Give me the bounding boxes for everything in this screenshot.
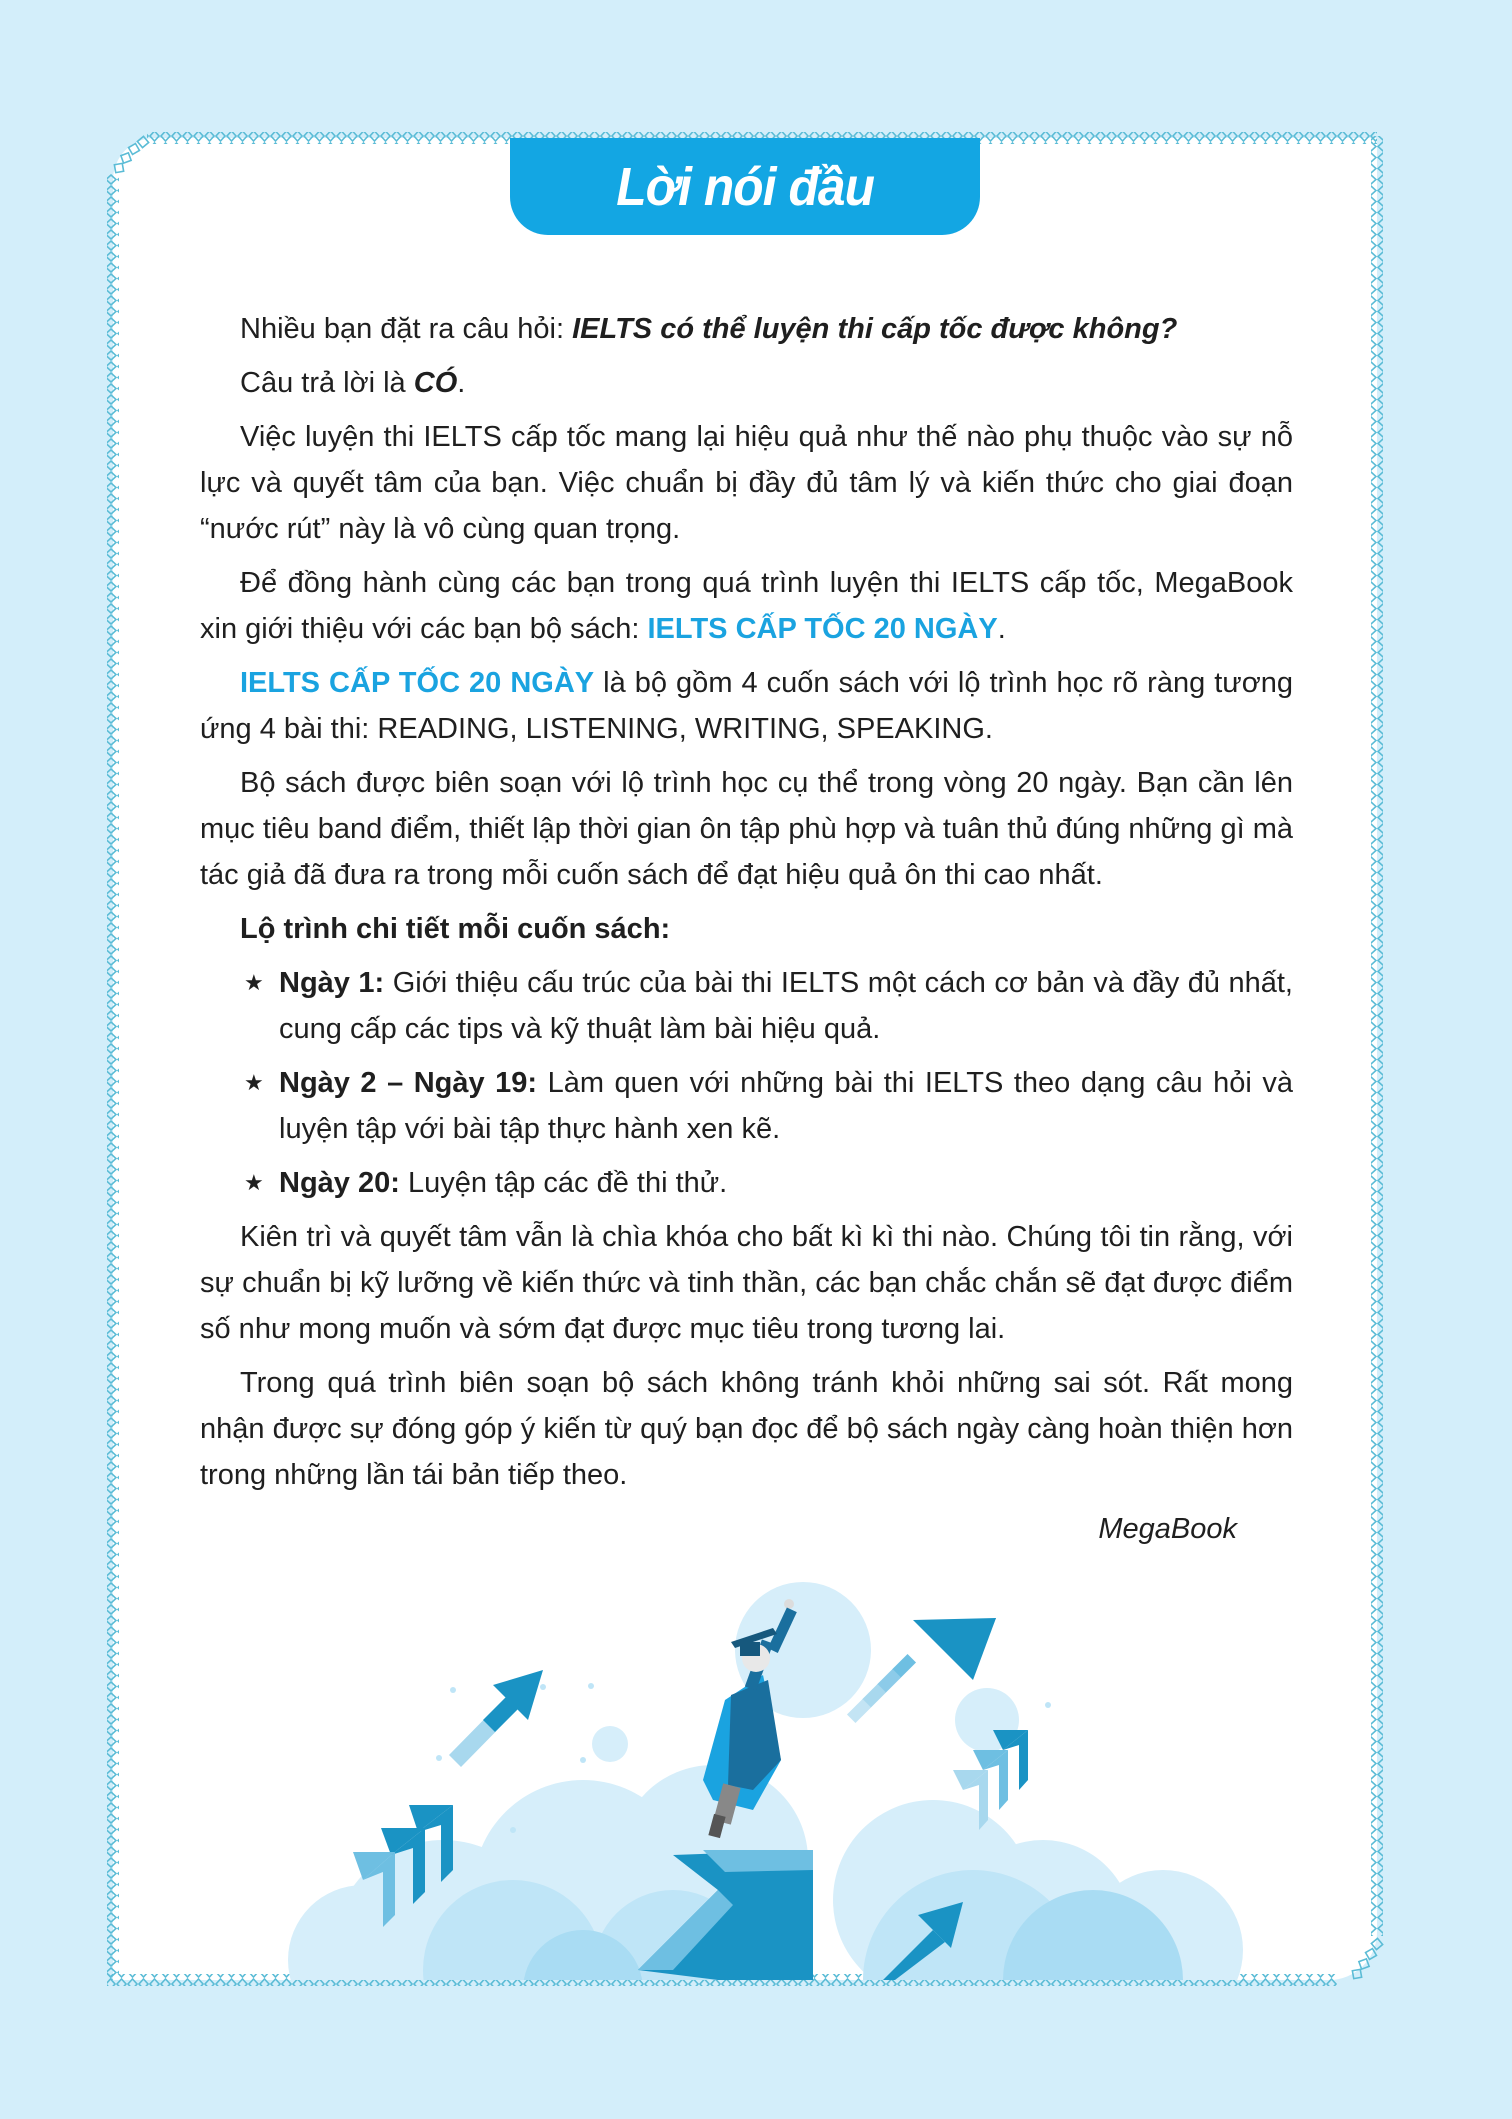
signature: MegaBook — [1098, 1513, 1237, 1545]
book-series-name: IELTS CẤP TỐC 20 NGÀY — [647, 613, 998, 645]
paragraph-plan: Bộ sách được biên soạn với lộ trình học cụ thể trong vòng 20 ngày. Bạn cần lên mục tiêu band điểm, thiết lập thời gian ôn tập phù hợp và tuân thủ đúng những gì mà tác giả đã đưa ra trong mỗi cuốn sách để đạt hiệu quả ôn thi cao nhất. — [200, 767, 1293, 891]
paragraph-introduce — [200, 560, 1293, 652]
illustration-graphic — [113, 1580, 1377, 1980]
paragraph-answer — [200, 360, 1293, 406]
preface-body — [200, 306, 1293, 1581]
roadmap-description: Làm quen với những bài thi IELTS theo dạng câu hỏi và luyện tập với bài tập thực hành xen kẽ. — [279, 1067, 1293, 1145]
page-title-tab — [510, 138, 980, 235]
answer-lead: Câu trả lời là — [240, 367, 414, 399]
roadmap-day-label: Ngày 2 – Ngày 19: — [279, 1067, 538, 1099]
roadmap-description: Luyện tập các đề thi thử. — [399, 1167, 728, 1199]
roadmap-list — [200, 960, 1293, 1206]
graduate-flying-illustration — [113, 1580, 1377, 1980]
roadmap-item — [200, 1160, 1293, 1206]
introduce-end: . — [997, 613, 1006, 645]
page-title: Lời nói đầu — [616, 156, 874, 217]
star-bullet-icon: ★ — [244, 1170, 264, 1195]
paragraph-feedback: Trong quá trình biên soạn bộ sách không tránh khỏi những sai sót. Rất mong nhận được sự đóng góp ý kiến từ quý bạn đọc để bộ sách ngày càng hoàn thiện hơn trong những lần tái bản tiếp theo. — [200, 1367, 1293, 1491]
paragraph-perseverance: Kiên trì và quyết tâm vẫn là chìa khóa cho bất kì kì thi nào. Chúng tôi tin rằng, với sự chuẩn bị kỹ lưỡng về kiến thức và tinh thần, các bạn chắc chắn sẽ đạt được điểm số như mong muốn và sớm đạt được mục tiêu trong tương lai. — [200, 1221, 1293, 1345]
roadmap-item — [200, 1060, 1293, 1152]
paragraph-question — [200, 306, 1293, 352]
star-bullet-icon: ★ — [244, 970, 264, 995]
question-emphasis: IELTS có thể luyện thi cấp tốc được không? — [572, 313, 1178, 345]
roadmap-heading: Lộ trình chi tiết mỗi cuốn sách: — [240, 913, 671, 945]
book-series-name: IELTS CẤP TỐC 20 NGÀY — [240, 667, 595, 699]
answer-end: . — [457, 367, 466, 399]
roadmap-item — [200, 960, 1293, 1052]
roadmap-day-label: Ngày 1: — [279, 967, 385, 999]
arrow-up-right-icon — [449, 1670, 543, 1767]
paragraph-series — [200, 660, 1293, 752]
roadmap-day-label: Ngày 20: — [279, 1167, 400, 1199]
question-lead: Nhiều bạn đặt ra câu hỏi: — [240, 313, 573, 345]
star-bullet-icon: ★ — [244, 1070, 264, 1095]
series-text: là bộ gồm 4 cuốn sách với lộ trình học rõ ràng tương ứng 4 bài thi: READING, LISTENING, WRITING, SPEAKING. — [200, 667, 1293, 745]
answer-emphasis: CÓ — [413, 367, 458, 399]
paragraph-intensive: Việc luyện thi IELTS cấp tốc mang lại hiệu quả như thế nào phụ thuộc vào sự nỗ lực và quyết tâm của bạn. Việc chuẩn bị đầy đủ tâm lý và kiến thức cho giai đoạn “nước rút” này là vô cùng quan trọng. — [200, 421, 1293, 545]
introduce-text: Để đồng hành cùng các bạn trong quá trình luyện thi IELTS cấp tốc, MegaBook xin giới thiệu với các bạn bộ sách: — [200, 567, 1293, 645]
roadmap-description: Giới thiệu cấu trúc của bài thi IELTS một cách cơ bản và đầy đủ nhất, cung cấp các tips và kỹ thuật làm bài hiệu quả. — [279, 967, 1293, 1045]
